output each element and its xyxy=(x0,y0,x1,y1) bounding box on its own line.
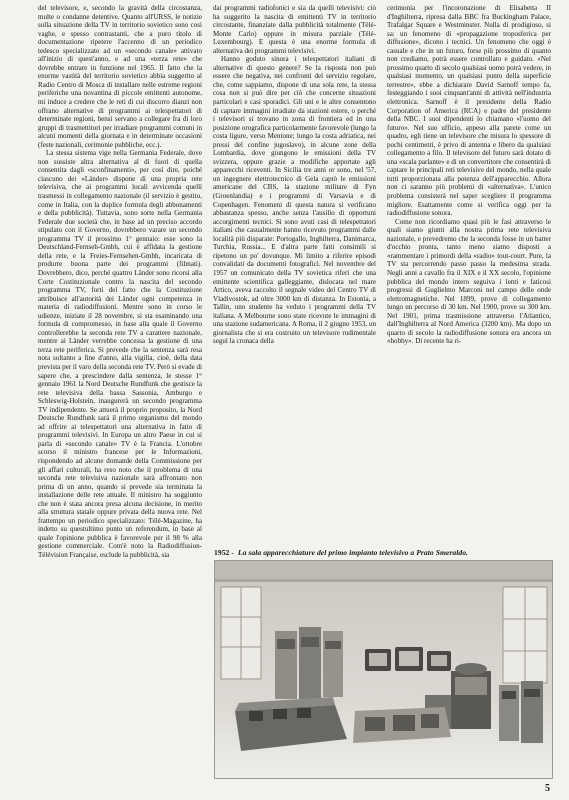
equipment-room-illustration xyxy=(215,561,552,778)
photo-caption xyxy=(214,548,554,557)
text-column-1 xyxy=(38,4,202,784)
text-column-2 xyxy=(213,4,376,542)
text-column-3 xyxy=(387,4,551,542)
paragraph: dai programmi radiofonici e sia da quelli televisivi: ciò ha suggerito la nascita di emittenti TV in territorio circostante, finanziate dalla pubblicità totalmente (Télé-Monte Carlo) oppure in misura parziale (Télé-Luxembourg). E questa è una enorme formula di alternativa dei programmi televisivi. xyxy=(213,4,376,55)
equipment-room-photo xyxy=(214,560,553,779)
paragraph: La stessa sistema vige nella Germania Federale, dove non sussiste altra alternativa al di fuori di quella consentita dagli «sconfinamenti», per così dire, poiché ciascuno dei «Länder» dispone di una propria rete televisiva, che ai programmi locali avvicenda quelli trasmessi in collegamento nazionale (il servizio è gestito, come in Italia, con la duplice formula degli abbonamenti e della pubblicità). Tuttavia, sono sorte nella Germania Federale due società che, in base ad un preciso accordo stipulato con il Governo, dovrebbero varare un secondo programma TV il prossimo 1° gennaio: esse sono la Deutschland-Fernseh-Gmbh, cui è affidata la gestione della rete, e la Freies-Fernsehen-Gmbh, incaricata di produrre buona parte dei programmi (filmati). Dovrebbero, dico, perché quattro Länder sono ricorsi alla Corte Costituzionale contro la nascita del secondo programma TV, forti del fatto che la Costituzione attribuisce all'autorità dei Länder ogni competenza in materia di radiodiffusioni. Mentre sono in corso le udienze, iniziate il 28 novembre, si sta esaminando una formula di compromesso, in base alla quale il Governo controllerebbe la seconda rete TV a carattere nazionale, mentre ai Länder verrebbe concessa la gestione di una terza rete periferica. Si prevede che la sentenza sarà resa nota soltanto a fine d'anno, alla vigilia, cioè, della data prevista per il varo della seconda rete TV. Però si evade di sapere che, a prescindere dalla sentenza, le stesse 1° gennaio 1961 la Nord Deutsche Rundfunk che gestisce la rete televisiva della bassa Sassonia, Amburgo e Schleswig-Holstein, inaugurerà un secondo programma TV indipendente. Se attuerà il proprio proposito, la Nord Deutsche Rundfunk sarà il primo organismo del mondo ad offrire ai telespettatori una alternativa in fatto di programmi televisivi. In Europa un altro Paese in cui si parla di «secondo canale» TV è la Francia. L'ottobre scorso il ministro francese per le Informazioni, rispondendo ad alcune domande della Commissione per gli affari culturali, ha reso noto che il problema di una seconda rete televisiva nazionale sarà affrontato non prima di un anno, quando si prevede sia terminata la installazione delle rete attuale. Il ministro ha soggiunto che non è stata ancora presa alcuna decisione, in merito alla struttura statale oppure privata della nuova rete. Nel frattempo un periodico specializzato: Télé-Magazine, ha indetto su questultimo punto un referendum, in base al quale l'opinione pubblica è favorevole per il 98 % alla gestione commerciale. Com'è noto la Radiodiffusion-Télévision Française, esclude la pubblicità, sia xyxy=(38,149,202,559)
page-number: 5 xyxy=(545,783,550,794)
paragraph: cerimonia per l'incoronazione di Elisabetta II d'Inghilterra, ripresa dalla BBC fra Buckingham Palace, Trafalgar Square e Westminster. Nulla di prodigioso, si sa: un fenomeno di «propagazione troposferica per diffusione», dicono i tecnici. Un fenomeno che oggi è casuale e che in un futuro, forse più prossimo di quanto non crediamo, potrà essere controllato e guidato. «Nel prossimo quarto di secolo qualsiasi uomo potrà vedere, in qualsiasi momento, un qualsiasi punto della superficie terrestre», ebbe a dichiarare David Sarnoff tempo fa, festeggiando i suoi cinquant'anni di attività nell'industria elettronica. Sarnoff è il presidente della Radio Corporation of America (RCA) e padre del presidente della NBC. I suoi dipendenti lo chiamano «l'uomo del futuro». Nel suo ufficio, appeso alla parete come un quadro, egli tiene un televisore che misura lo spessore di pochi centimetri, è privo di antenna e libero da qualsiasi collegamento a filo. Il televisore del futuro sarà dotato di una «scala parlante» e di un convertitore che consentirà di captare le principali reti televisive del mondo, nella quale tutti proporzionata alla potenza dell'apparecchio. Allora non ci saranno più problemi di «alternativa». L'unico problema consisterà nel saper scegliere il programma migliore. Esattamente come si verifica oggi per la radiodiffusione sonora. xyxy=(387,4,551,218)
caption-year: 1952 - xyxy=(214,548,234,557)
paragraph: Come non ricordiamo quasi più le fasi attraverso le quali siamo giunti alla nostra prima rete televisiva nazionale, e prevedremo che la seconda fosse in un batter d'occhio pronta, tanto meno siamo disposti a «rammentare i primordi della «radio» tout-court. Pure, la TV sta percorrendo passo passo la medesima strada. Negli anni a cavallo fra il XIX e il XX secolo, l'opinione pubblica del mondo intero seguiva i lenti e faticosi progressi di Guglielmo Marconi nel campo delle onde elettromagnetiche. Nel 1899, prove di collegamento lungo un percorso di 30 km. Nel 1900, prove su 300 km. Nel 1901, prima trasmissione attraverso l'Atlantico, dall'Inghilterra al Nord America (3200 km). Ma dopo un quarto di secolo la radiodiffusione sonora era ancora un «hobby». Di recente ha ri- xyxy=(387,217,551,346)
paragraph: Hanno goduto sinora i telespettatori italiani di alternative di questo genere? Se la risposta non può essere che negativa, nei confronti del servizio regolare, che, come sappiamo, dispone di una sola rete, la stessa cosa non si può dire per ciò che concerne situazioni particolari e casi sporadici. Gli uni e le altre consentono di captare immagini irradiate da stazioni estere, o perché i televisori si trovano in zona di frontiera ed in una posizione orografica particolarmente favorevole (lungo la costa ligure, verso Mentone; lungo la costa adriatica, nei pressi del confine jugoslavo), in alcune zone della Lombardia, dove giungono le emissioni della TV svizzera, oppure grazie a modifiche apportate agli apparecchi riceventi. In Sicilia tre anni or sono, nel '57, un ingegnere elettrotecnico di Gela captò le emissioni americane del CBS, la stazione militare di Fyn (Groenlandia) e i programmi di Varsavia e di Copenhagen. Fenomeni di questa natura si verificano abbastanza spesso, anche senza l'ausilio di opportuni accorgimenti tecnici. Si sono avuti casi di telespettatori italiani che casualmente hanno ricevuto programmi dalle località più disparate: Portogallo, Inghilterra, Danimarca, Turchia, Russia... E d'altra parte fatti consimili si ripetono un po' dovunque. Mi limito a riferire episodi convalidati da documenti fotografici. Nel novembre del 1957 un comunicato della TV sovietica riferì che una emittente scientifica galleggiante, dislocata nel mare Artico, aveva raccolto il segnale video del Centro TV di Vladivostok, ad oltre 3000 km di distanza. In Estonia, a Tallin, uno studente ha veduto i programmi della TV italiana. A Melbourne sono state ricevute le immagini di una stazione sudamericana. A Roma, il 2 giugno 1953, un giornalista che si era costruito un televisore rudimentale seguì la cronaca della xyxy=(213,55,376,346)
paragraph: del televisore, e, secondo la gravità della circostanza, multe o condanne detentive. Quanto all'URSS, le notizie sulla situazione della TV in territorio sovietico sono così vaghe, e spesso contrastanti, che a puro titolo di documentazione ripetere l'accenno di un periodico tedesco specializzato ad un «secondo canale» attivato all'inizio di quest'anno, e ad una «terza rete» che dovrebbe entrare in funzione nel 1965. Il fatto che la enorme vastità del territorio sovietico abbia suggerito al Radio Centro di Mosca di installare nelle estreme regioni periferiche una novantina di piccole emittenti autonome, mi induce a credere che le reti di cui discorro dianzi non offrano alternative di programmi ai telespettatori di determinate regioni, bensì servano a collegare fra di loro gruppi di trasmettitori per irradiare programmi comuni in alcuni momenti della giornata e in determinate occasioni (feste nazionali, cerimonie pubbliche, ecc.). xyxy=(38,4,202,149)
caption-text: La sala apparecchiature del primo impianto televisivo a Prato Smeraldo. xyxy=(237,548,469,557)
